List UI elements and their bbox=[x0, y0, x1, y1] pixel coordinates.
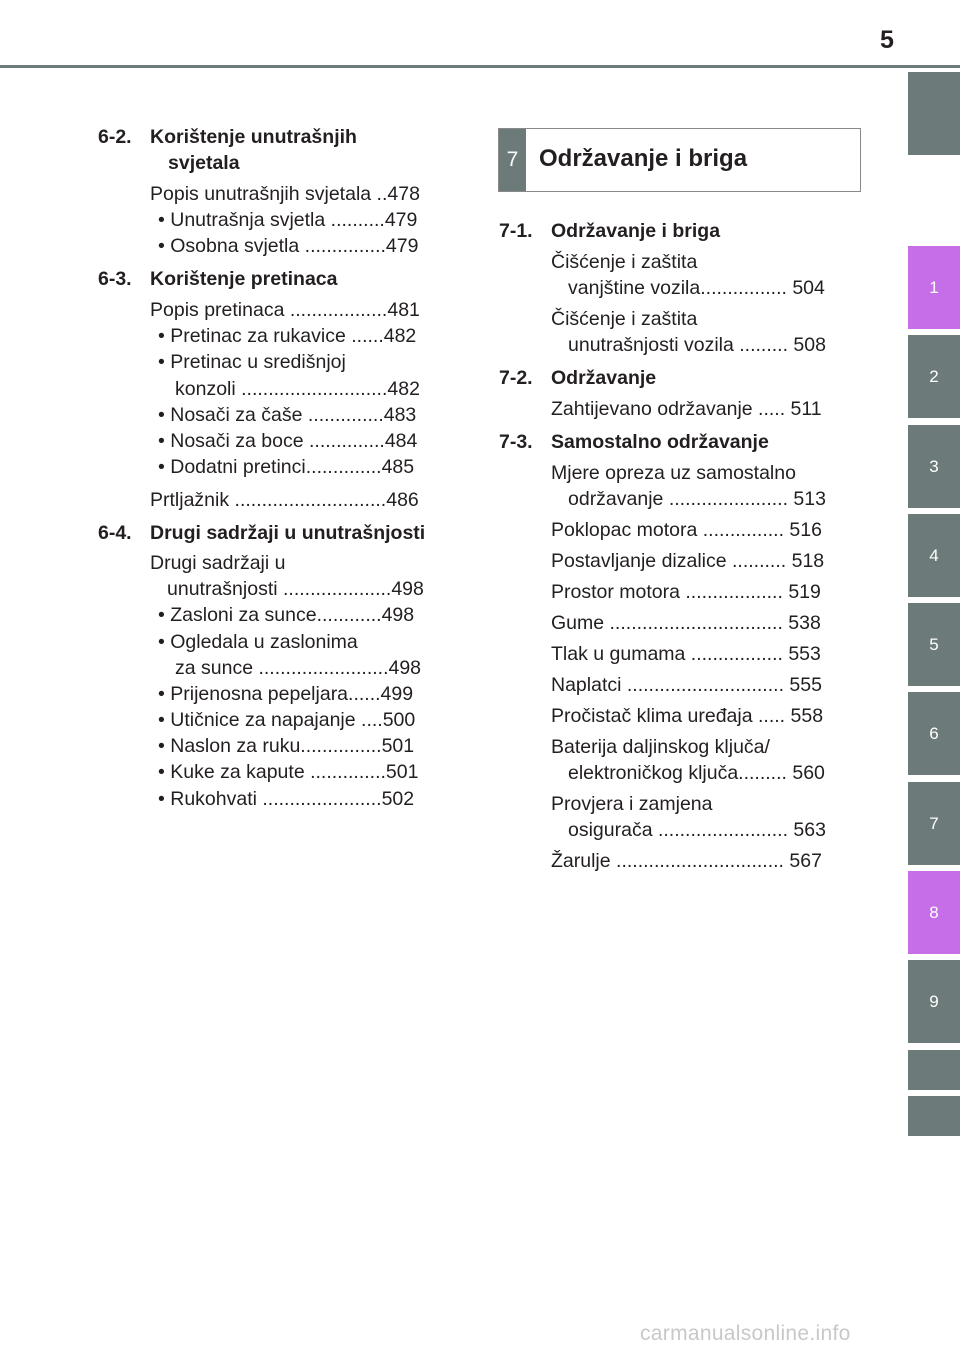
toc-entry[interactable]: • Kuke za kapute ..............501 bbox=[158, 761, 419, 783]
toc-entry[interactable]: • Osobna svjetla ...............479 bbox=[158, 235, 419, 257]
side-tab-5[interactable] bbox=[908, 603, 960, 686]
toc-entry[interactable]: Pročistač klima uređaja ..... 558 bbox=[551, 705, 824, 727]
toc-entry[interactable]: Poklopac motora ............... 516 bbox=[551, 519, 822, 541]
chapter-number: 7 bbox=[499, 129, 526, 191]
section-number: 7-2. bbox=[499, 367, 533, 389]
section-number: 6-2. bbox=[98, 126, 132, 148]
toc-entry[interactable]: Gume ................................ 538 bbox=[551, 612, 821, 634]
toc-entry[interactable]: • Utičnice za napajanje ....500 bbox=[158, 709, 416, 731]
side-tab-label: 7 bbox=[929, 813, 939, 833]
toc-entry[interactable]: • Pretinac u središnjoj bbox=[158, 351, 346, 373]
page-number: 5 bbox=[880, 26, 894, 54]
toc-entry[interactable]: elektroničkog ključa......... 560 bbox=[568, 762, 825, 784]
side-tab-label: 1 bbox=[929, 277, 939, 297]
side-tab-2[interactable] bbox=[908, 335, 960, 418]
side-tab-label: 9 bbox=[929, 991, 939, 1011]
toc-entry[interactable]: Prostor motora .................. 519 bbox=[551, 581, 821, 603]
section-number: 6-3. bbox=[98, 268, 132, 290]
side-tab-6[interactable] bbox=[908, 692, 960, 775]
toc-entry[interactable]: • Nosači za čaše ..............483 bbox=[158, 404, 417, 426]
section-title: Održavanje i briga bbox=[551, 220, 721, 242]
side-tab-9[interactable] bbox=[908, 960, 960, 1043]
toc-entry[interactable]: Naplatci ............................. 555 bbox=[551, 674, 822, 696]
toc-entry[interactable]: • Nosači za boce ..............484 bbox=[158, 430, 418, 452]
side-tab-blank-top[interactable] bbox=[908, 72, 960, 155]
toc-entry[interactable]: • Pretinac za rukavice ......482 bbox=[158, 325, 417, 347]
toc-entry[interactable]: vanjštine vozila................ 504 bbox=[568, 277, 825, 299]
side-tab-1[interactable] bbox=[908, 246, 960, 329]
side-tab-label: 6 bbox=[929, 723, 939, 743]
section-number: 6-4. bbox=[98, 522, 132, 544]
chapter-title: Održavanje i briga bbox=[539, 145, 748, 172]
side-tab-label: 8 bbox=[929, 902, 939, 922]
toc-entry[interactable]: unutrašnjosti ....................498 bbox=[167, 578, 424, 600]
toc-entry[interactable]: • Rukohvati ......................502 bbox=[158, 788, 415, 810]
toc-entry[interactable]: Popis unutrašnjih svjetala ..478 bbox=[150, 183, 420, 205]
section-title: Korištenje unutrašnjih bbox=[150, 126, 357, 148]
toc-entry[interactable]: Čišćenje i zaštita bbox=[551, 308, 698, 330]
watermark: carmanualsonline.info bbox=[640, 1322, 851, 1345]
side-tab-label: 2 bbox=[929, 366, 939, 386]
section-title: Drugi sadržaji u unutrašnjosti bbox=[150, 522, 426, 544]
toc-entry[interactable]: Baterija daljinskog ključa/ bbox=[551, 736, 770, 758]
toc-entry[interactable]: Popis pretinaca ..................481 bbox=[150, 299, 420, 321]
section-title: Samostalno održavanje bbox=[551, 431, 769, 453]
toc-entry[interactable]: Provjera i zamjena bbox=[551, 793, 713, 815]
toc-entry[interactable]: Prtljažnik ............................486 bbox=[150, 489, 419, 511]
section-title: Korištenje pretinaca bbox=[150, 268, 338, 290]
toc-entry[interactable]: • Ogledala u zaslonima bbox=[158, 631, 358, 653]
side-tab-blank-2[interactable] bbox=[908, 1096, 960, 1136]
section-number: 7-3. bbox=[499, 431, 533, 453]
toc-entry[interactable]: Drugi sadržaji u bbox=[150, 552, 286, 574]
side-tab-7[interactable] bbox=[908, 782, 960, 865]
side-tab-4[interactable] bbox=[908, 514, 960, 597]
toc-entry[interactable]: održavanje ...................... 513 bbox=[568, 488, 826, 510]
toc-entry[interactable]: • Prijenosna pepeljara......499 bbox=[158, 683, 414, 705]
side-tab-3[interactable] bbox=[908, 425, 960, 508]
toc-entry[interactable]: • Naslon za ruku...............501 bbox=[158, 735, 415, 757]
toc-entry[interactable]: • Unutrašnja svjetla ..........479 bbox=[158, 209, 418, 231]
toc-entry[interactable]: Zahtijevano održavanje ..... 511 bbox=[551, 398, 822, 420]
toc-entry[interactable]: konzoli ...........................482 bbox=[175, 378, 420, 400]
side-tab-label: 3 bbox=[929, 456, 939, 476]
toc-entry[interactable]: Tlak u gumama ................. 553 bbox=[551, 643, 821, 665]
side-tab-blank-1[interactable] bbox=[908, 1050, 960, 1090]
toc-entry[interactable]: Mjere opreza uz samostalno bbox=[551, 462, 796, 484]
toc-entry[interactable]: Postavljanje dizalice .......... 518 bbox=[551, 550, 825, 572]
toc-entry[interactable]: osigurača ........................ 563 bbox=[568, 819, 826, 841]
section-title: Održavanje bbox=[551, 367, 657, 389]
toc-entry[interactable]: • Zasloni za sunce............498 bbox=[158, 604, 415, 626]
section-title-cont: svjetala bbox=[168, 152, 240, 174]
section-number: 7-1. bbox=[499, 220, 533, 242]
toc-entry[interactable]: unutrašnjosti vozila ......... 508 bbox=[568, 334, 826, 356]
toc-entry[interactable]: • Dodatni pretinci..............485 bbox=[158, 456, 415, 478]
toc-entry[interactable]: Čišćenje i zaštita bbox=[551, 251, 698, 273]
side-tab-label: 5 bbox=[929, 634, 939, 654]
side-tab-label: 4 bbox=[929, 545, 939, 565]
toc-entry[interactable]: za sunce ........................498 bbox=[175, 657, 422, 679]
toc-entry[interactable]: Žarulje ............................... 567 bbox=[551, 850, 822, 872]
side-tab-8[interactable] bbox=[908, 871, 960, 954]
